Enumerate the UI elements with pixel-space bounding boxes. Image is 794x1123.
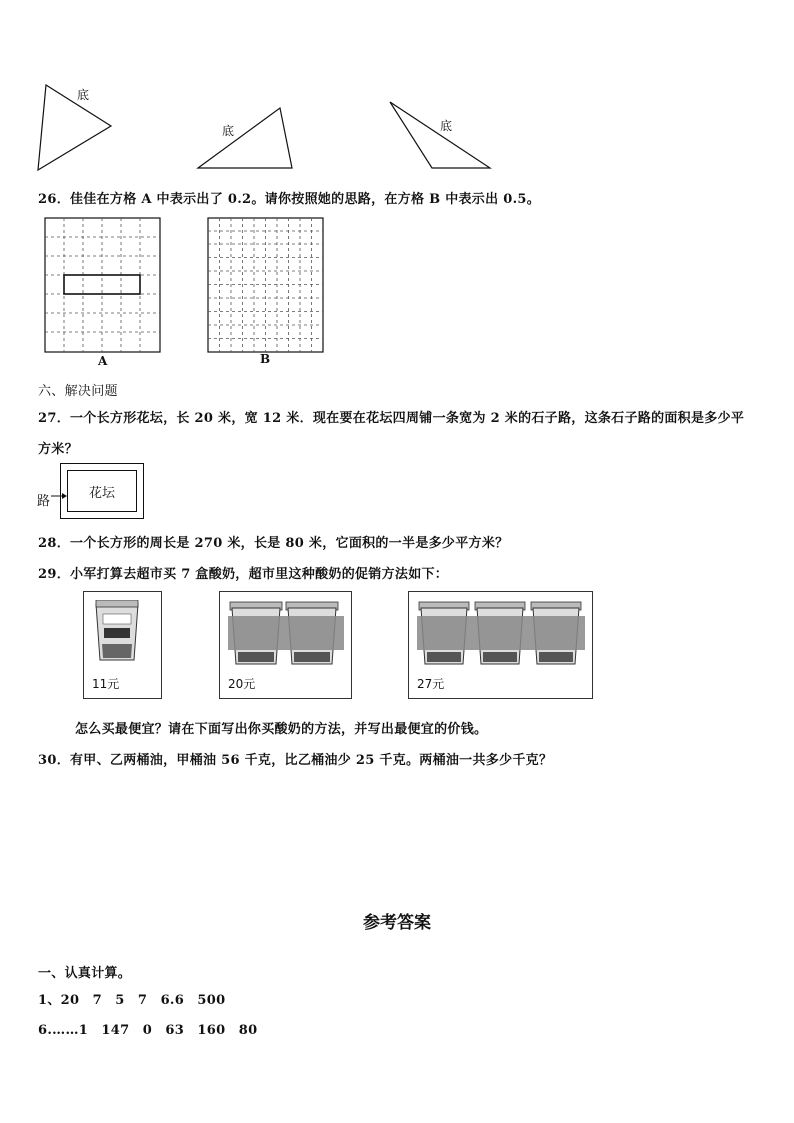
yogurt-pack-2-icon (228, 600, 344, 666)
offer-3-box (408, 591, 593, 699)
answer-key-title: 参考答案 (363, 913, 431, 933)
flower-bed-inner (67, 470, 137, 512)
question-29: 29．小军打算去超市买 7 盒酸奶，超市里这种酸奶的促销方法如下： (38, 567, 449, 582)
question-28: 28．一个长方形的周长是 270 米，长是 80 米，它面积的一半是多少平方米？ (38, 536, 509, 551)
triangle-1 (38, 85, 111, 170)
grid-a (44, 217, 162, 355)
question-27-line-2: 方米？ (38, 442, 78, 457)
offer-1-box (83, 591, 162, 699)
offer-2-price: 20元 (228, 677, 256, 691)
offer-2-box (219, 591, 352, 699)
yogurt-cup-icon (94, 600, 140, 662)
answer-line-1: 1、20 7 5 7 6.6 500 (38, 993, 226, 1008)
triangle-2 (198, 108, 292, 168)
triangle-1-base-label: 底 (77, 88, 90, 102)
grid-b-label: B (260, 352, 271, 366)
section-6-title: 六、解决问题 (38, 384, 118, 399)
offer-1-price: 11元 (92, 677, 120, 691)
road-label: 路 (37, 494, 51, 509)
grid-b (207, 217, 325, 355)
answer-section-1: 一、认真计算。 (38, 966, 132, 981)
grid-a-label: A (98, 354, 108, 368)
road-arrow (50, 490, 70, 502)
flower-bed-label: 花坛 (88, 485, 115, 501)
question-29-followup: 怎么买最便宜？请在下面写出你买酸奶的方法，并写出最便宜的价钱。 (75, 722, 488, 737)
triangle-2-base-label: 底 (222, 124, 235, 138)
answer-line-2: 6.……1 147 0 63 160 80 (38, 1023, 258, 1038)
triangle-3 (390, 102, 490, 168)
triangle-figures (0, 0, 794, 180)
question-26: 26．佳佳在方格 A 中表示出了 0.2。请你按照她的思路，在方格 B 中表示出 0.5。 (38, 192, 541, 207)
yogurt-pack-3-icon (417, 600, 585, 666)
offer-3-price: 27元 (417, 677, 445, 691)
triangle-3-base-label: 底 (440, 119, 453, 133)
question-27-line-1: 27．一个长方形花坛，长 20 米，宽 12 米．现在要在花坛四周铺一条宽为 2 米的石子路，这条石子路的面积是多少平 (38, 411, 745, 426)
question-30: 30．有甲、乙两桶油，甲桶油 56 千克，比乙桶油少 25 千克。两桶油一共多少千克？ (38, 753, 553, 768)
